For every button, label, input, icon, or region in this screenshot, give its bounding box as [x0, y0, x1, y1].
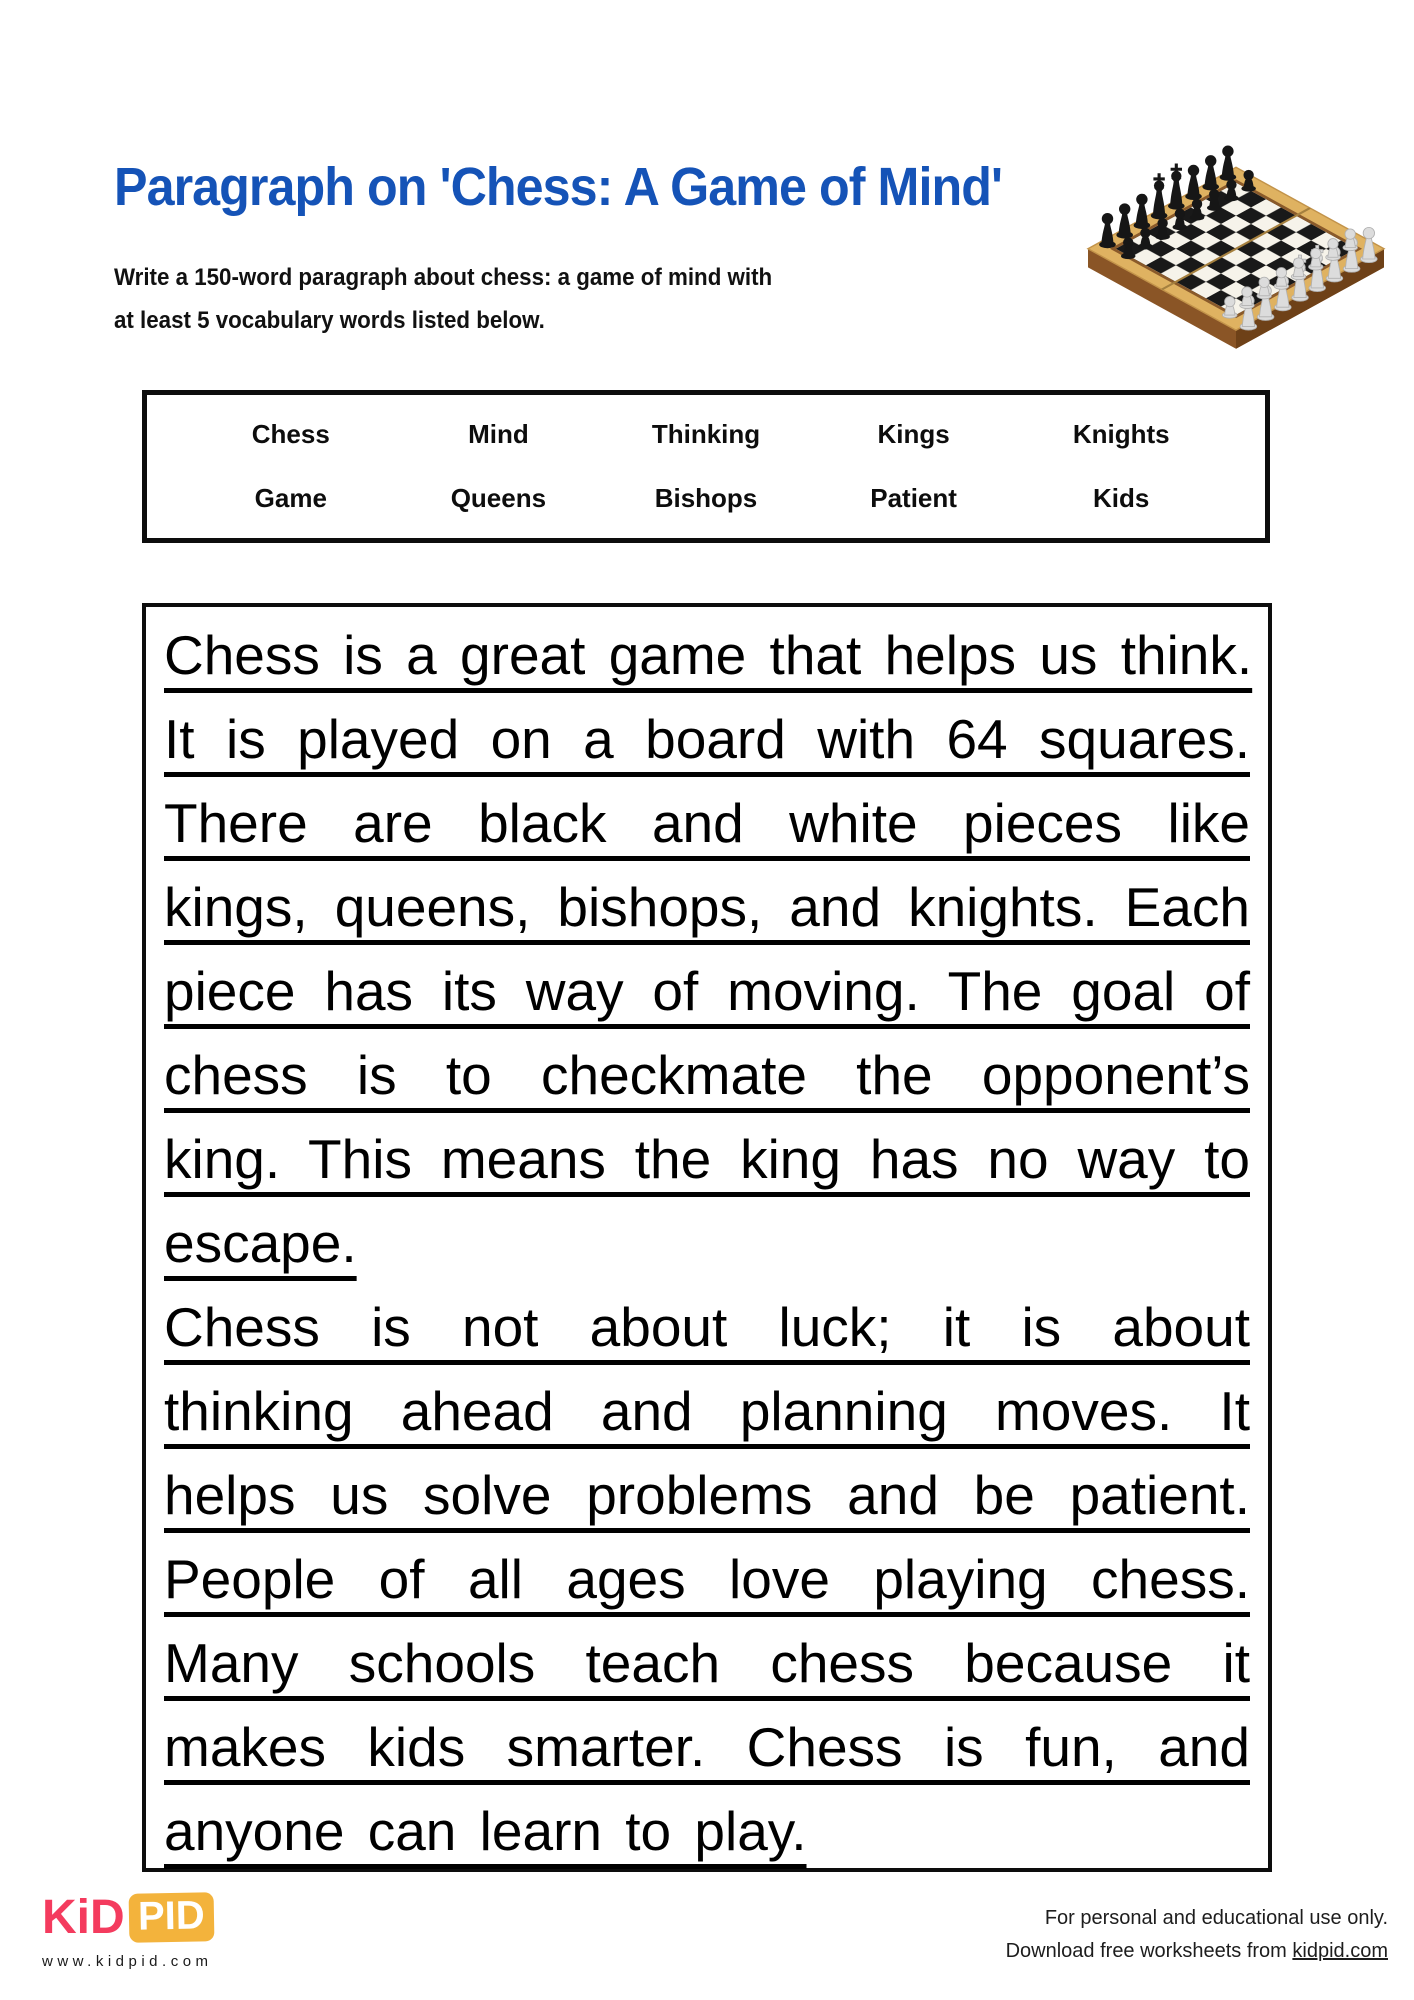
vocab-word: Queens	[450, 482, 547, 513]
paragraph-line: People of all ages love playing chess.	[164, 1548, 1250, 1610]
paragraph-line: kings, queens, bishops, and knights. Each	[164, 876, 1250, 938]
paragraph-line: piece has its way of moving. The goal of	[164, 960, 1250, 1022]
paragraph-line: Chess is a great game that helps us think.	[164, 624, 1253, 686]
paragraph-line: Many schools teach chess because it	[164, 1632, 1250, 1694]
vocab-word: Thinking	[651, 419, 761, 450]
instructions-line-2: at least 5 vocabulary words listed below.	[114, 307, 545, 334]
paragraph-line: chess is to checkmate the opponent’s	[164, 1044, 1250, 1106]
paragraph-line: king. This means the king has no way to	[164, 1128, 1250, 1190]
vocab-word: Kings	[877, 419, 950, 450]
vocab-word: Kids	[1093, 482, 1150, 513]
instructions-line-1: Write a 150-word paragraph about chess: a game of mind with	[114, 264, 773, 291]
kidpid-logo	[42, 1890, 213, 1970]
vocab-word: Bishops	[654, 482, 758, 513]
paragraph-line: makes kids smarter. Chess is fun, and	[164, 1716, 1250, 1778]
footer-note-line-2: Download free worksheets from kidpid.com	[1005, 1940, 1388, 1962]
vocab-word: Patient	[870, 482, 957, 513]
paragraph-line: There are black and white pieces like	[164, 792, 1250, 854]
vocab-word: Chess	[251, 419, 330, 450]
footer-note	[1006, 1902, 1388, 1968]
page-title: Paragraph on 'Chess: A Game of Mind'	[114, 157, 1002, 217]
logo-pid-badge: PID	[128, 1892, 214, 1942]
logo-website-url: www.kidpid.com	[42, 1953, 213, 1970]
chessboard-illustration	[1080, 142, 1392, 370]
paragraph-line: It is played on a board with 64 squares.	[164, 708, 1250, 770]
instructions	[114, 256, 772, 342]
paragraph-line: Chess is not about luck; it is about	[164, 1296, 1250, 1358]
vocab-word: Mind	[468, 419, 529, 450]
paragraph-line: thinking ahead and planning moves. It	[164, 1380, 1250, 1442]
vocabulary-box	[142, 390, 1270, 543]
paragraph-writing-box	[142, 603, 1272, 1872]
paragraph-line: helps us solve problems and be patient.	[164, 1464, 1250, 1526]
logo-kid-text: KiD	[42, 1891, 125, 1944]
vocab-word: Game	[254, 482, 327, 513]
paragraph-line: anyone can learn to play.	[164, 1800, 807, 1862]
kidpid-link[interactable]: kidpid.com	[1292, 1940, 1388, 1962]
paragraph-line: escape.	[164, 1212, 357, 1274]
footer-note-line-1: For personal and educational use only.	[1044, 1907, 1388, 1929]
vocab-word: Knights	[1072, 419, 1170, 450]
